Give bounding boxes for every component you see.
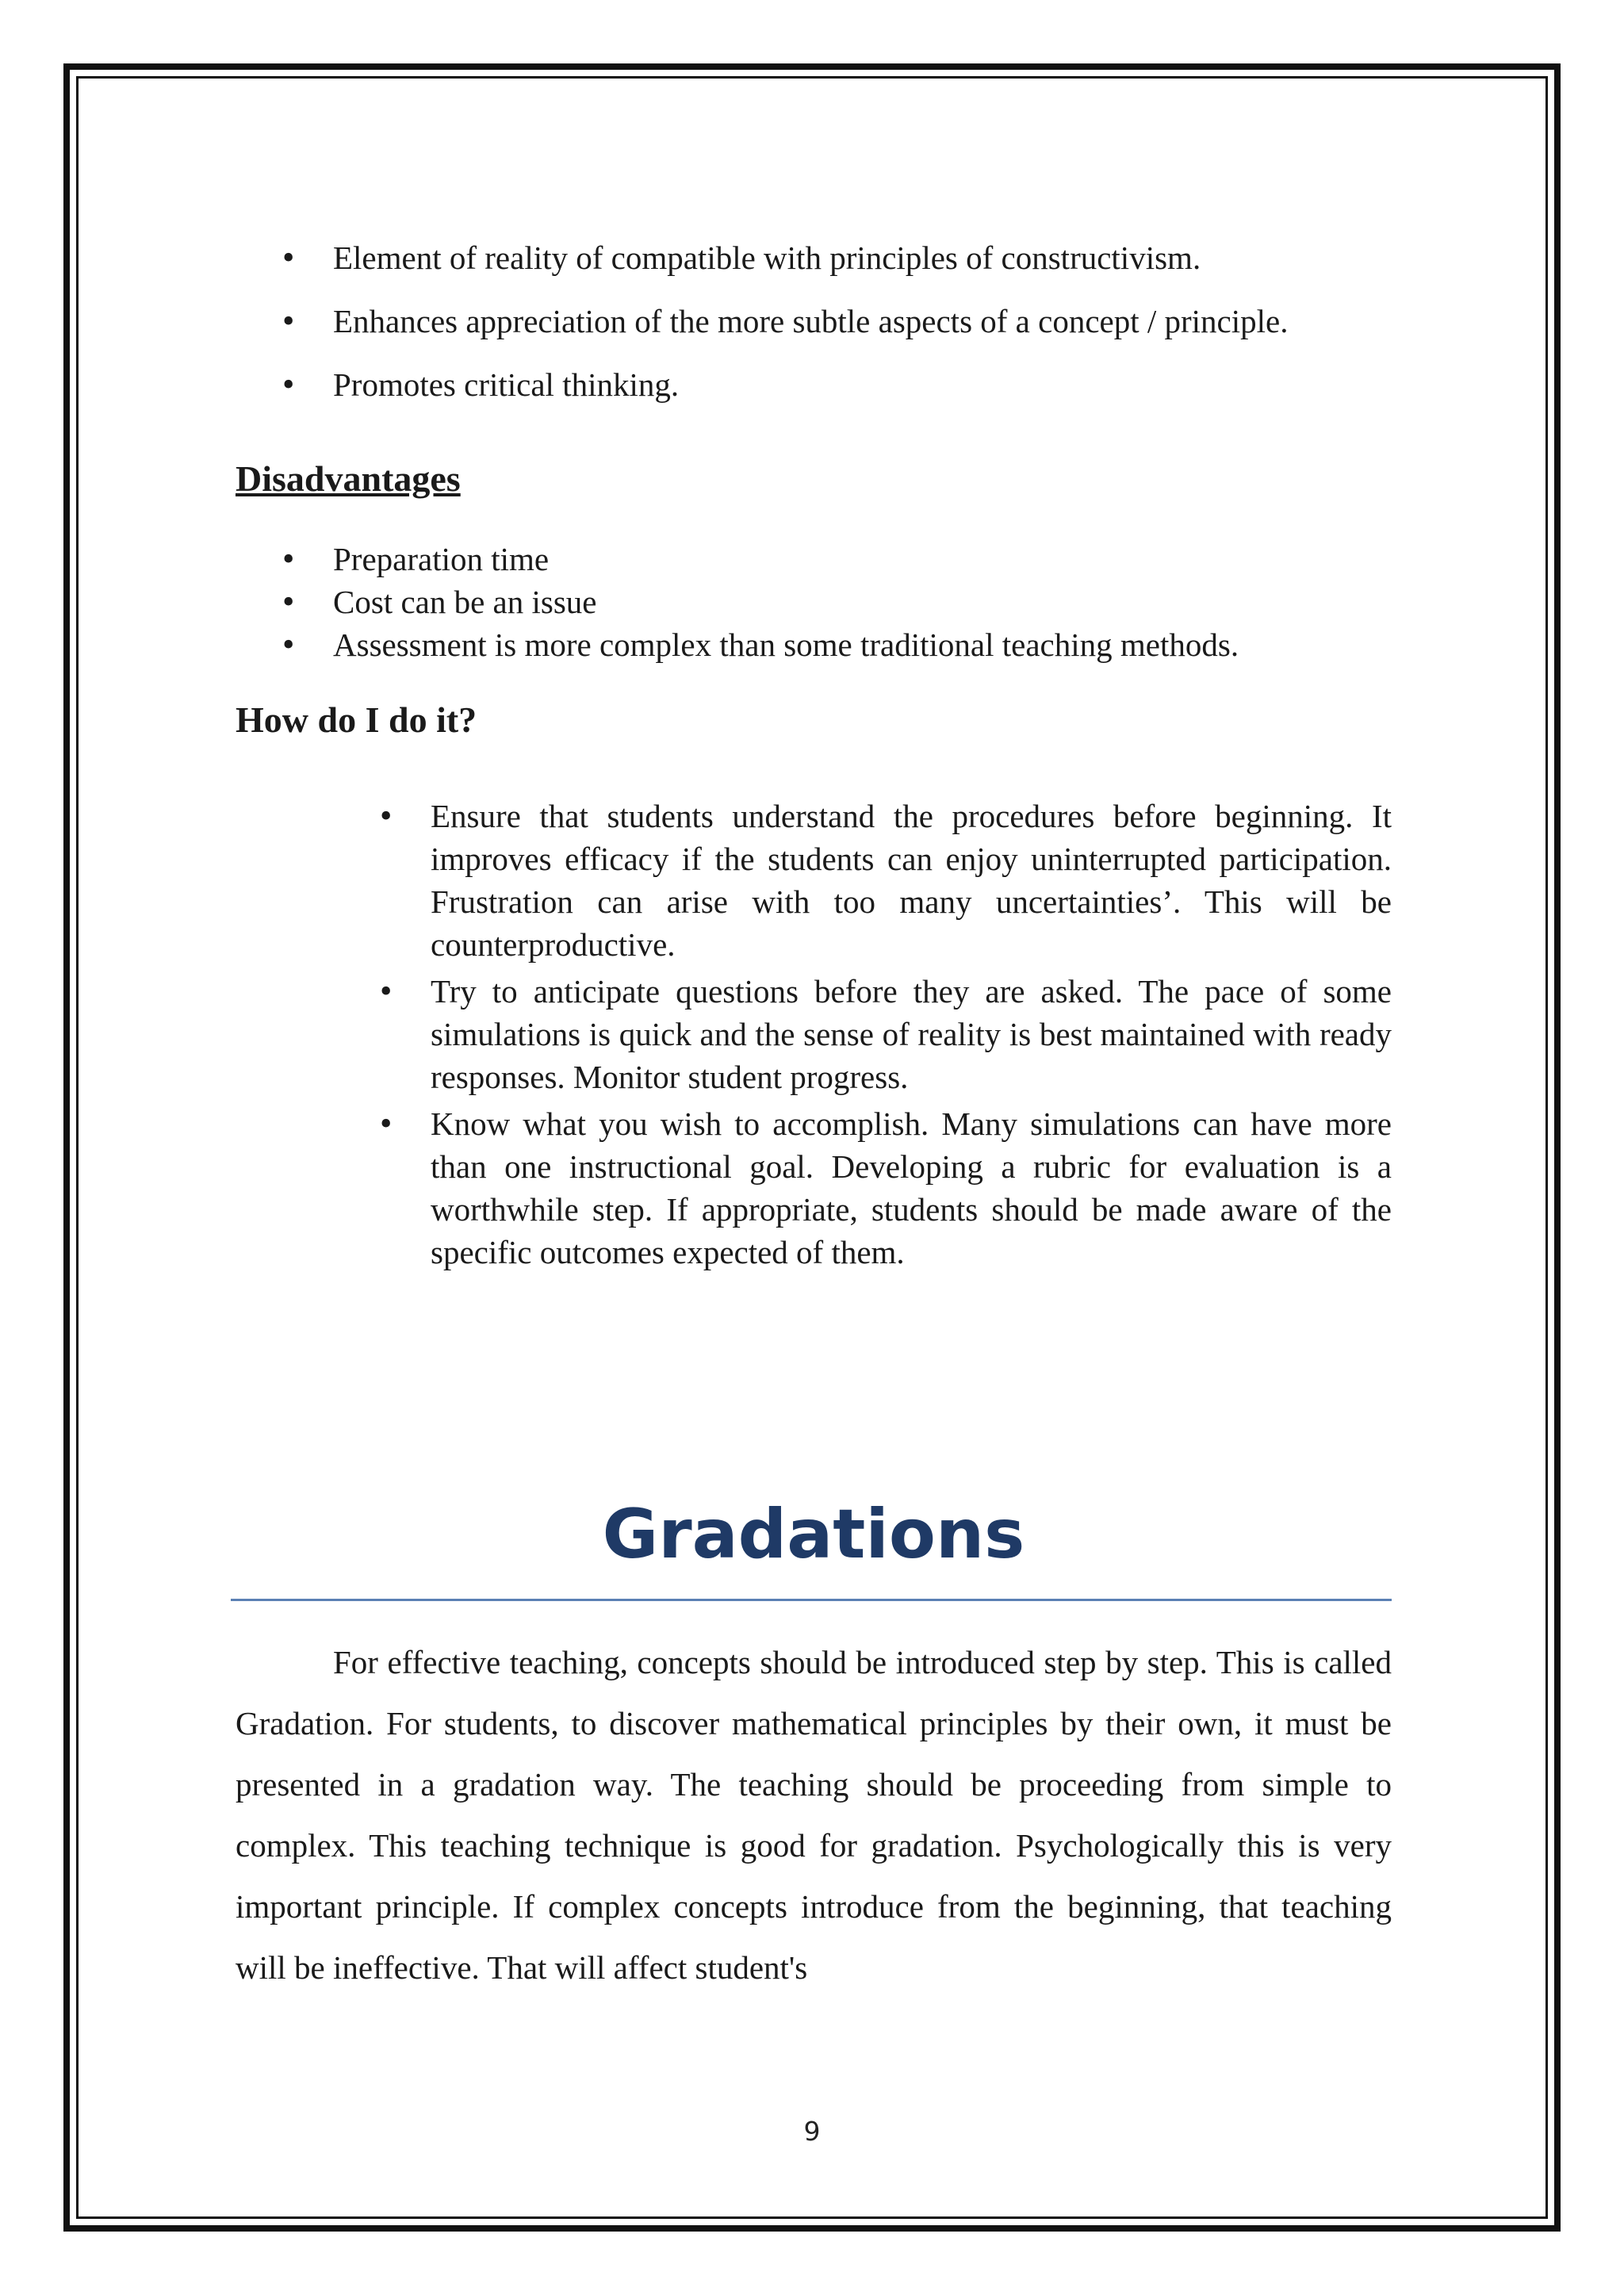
title-underline [231,1599,1392,1601]
disadvantages-heading: Disadvantages [236,458,461,499]
list-item: • Cost can be an issue [333,580,1239,623]
list-item: • Assessment is more complex than some traditional teaching methods. [333,623,1239,666]
section-title: Gradations [602,1495,1025,1574]
list-item: • Promotes critical thinking. [333,363,1288,427]
body-paragraph: For effective teaching, concepts should be introduced step by step. This is called Gradation. For students, to discover mathematical principles by their own, it must be presented in a gradation way. The teaching should be proceeding from simple to complex. This teaching technique is good for gradation. Psychologically this is very important principle. If complex concepts introduce from the beginning, that teaching will be ineffective. That will affect student's [236,1644,1392,1986]
list-item: • Enhances appreciation of the more subtle aspects of a concept / principle. [333,300,1288,363]
how-to-list [431,795,1392,1278]
list-item: • Element of reality of compatible with principles of constructivism. [333,236,1288,300]
how-to-heading: How do I do it? [236,699,477,740]
list-item: • Preparation time [333,538,1239,580]
advantages-list [333,236,1288,427]
list-item: • Know what you wish to accomplish. Many simulations can have more than one instructional goal. Developing a rubric for evaluation is a worthwhile step. If appropriate, students should be made aware of the specific outcomes expected of them. [431,1102,1392,1274]
disadvantages-list [333,538,1239,666]
list-item: • Try to anticipate questions before they are asked. The pace of some simulations is quick and the sense of reality is best maintained with ready responses. Monitor student progress. [431,970,1392,1098]
list-item: • Ensure that students understand the procedures before beginning. It improves efficacy if the students can enjoy uninterrupted participation. Frustration can arise with too many uncertainties’. This will be counterproductive. [431,795,1392,966]
page-number: 9 [803,2116,821,2147]
